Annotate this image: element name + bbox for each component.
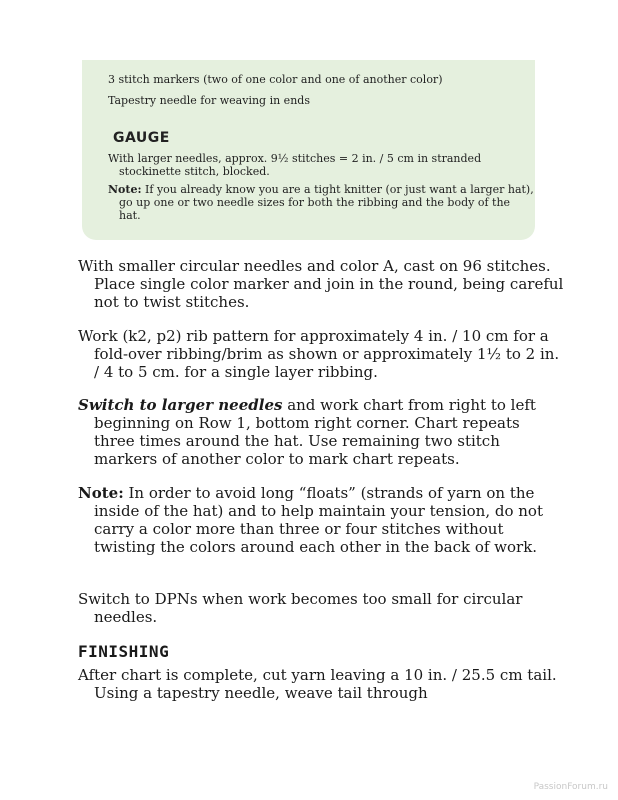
materials-item-markers: 3 stitch markers (two of one color and one of another color) <box>108 73 443 86</box>
gauge-text: With larger needles, approx. 9½ stitches = 2 in. / 5 cm in stranded stockinette stitch, blocked. <box>108 152 482 178</box>
switch-needles-lead: Switch to larger needles <box>78 396 283 414</box>
gauge-note <box>108 183 534 222</box>
finishing-heading: FINISHING <box>78 642 170 661</box>
materials-item-needle: Tapestry needle for weaving in ends <box>108 94 310 107</box>
gauge-note-text: If you already know you are a tight knitter (or just want a larger hat), go up one or two needle sizes for both the ribbing and the body of the hat. <box>119 183 534 222</box>
watermark: PassionForum.ru <box>533 782 608 792</box>
paragraph-dpns: Switch to DPNs when work becomes too small for circular needles. <box>78 590 523 626</box>
paragraph-finishing: After chart is complete, cut yarn leaving a 10 in. / 25.5 cm tail. Using a tapestry needle, weave tail through <box>78 666 557 702</box>
floats-note-text: In order to avoid long “floats” (strands of yarn on the inside of the hat) and to help maintain your tension, do not carry a color more than three or four stitches without twisting the colors around each other in the back of work. <box>94 484 543 556</box>
paragraph-rib-pattern: Work (k2, p2) rib pattern for approximately 4 in. / 10 cm for a fold-over ribbing/brim as shown or approximately 1½ to 2 in. / 4 to 5 cm. for a single layer ribbing. <box>78 327 560 381</box>
switch-needles-text: and work chart from right to left beginning on Row 1, bottom right corner. Chart repeats three times around the hat. Use remaining two stitch markers of another color to mark chart repeats. <box>94 396 536 468</box>
gauge-heading: GAUGE <box>113 130 170 146</box>
gauge-note-label: Note: <box>108 183 142 196</box>
paragraph-floats-note <box>78 484 564 556</box>
paragraph-cast-on: With smaller circular needles and color A, cast on 96 stitches. Place single color marker and join in the round, being careful not to twist stitches. <box>78 257 564 311</box>
paragraph-switch-needles <box>78 396 564 468</box>
floats-note-label: Note: <box>78 484 124 502</box>
